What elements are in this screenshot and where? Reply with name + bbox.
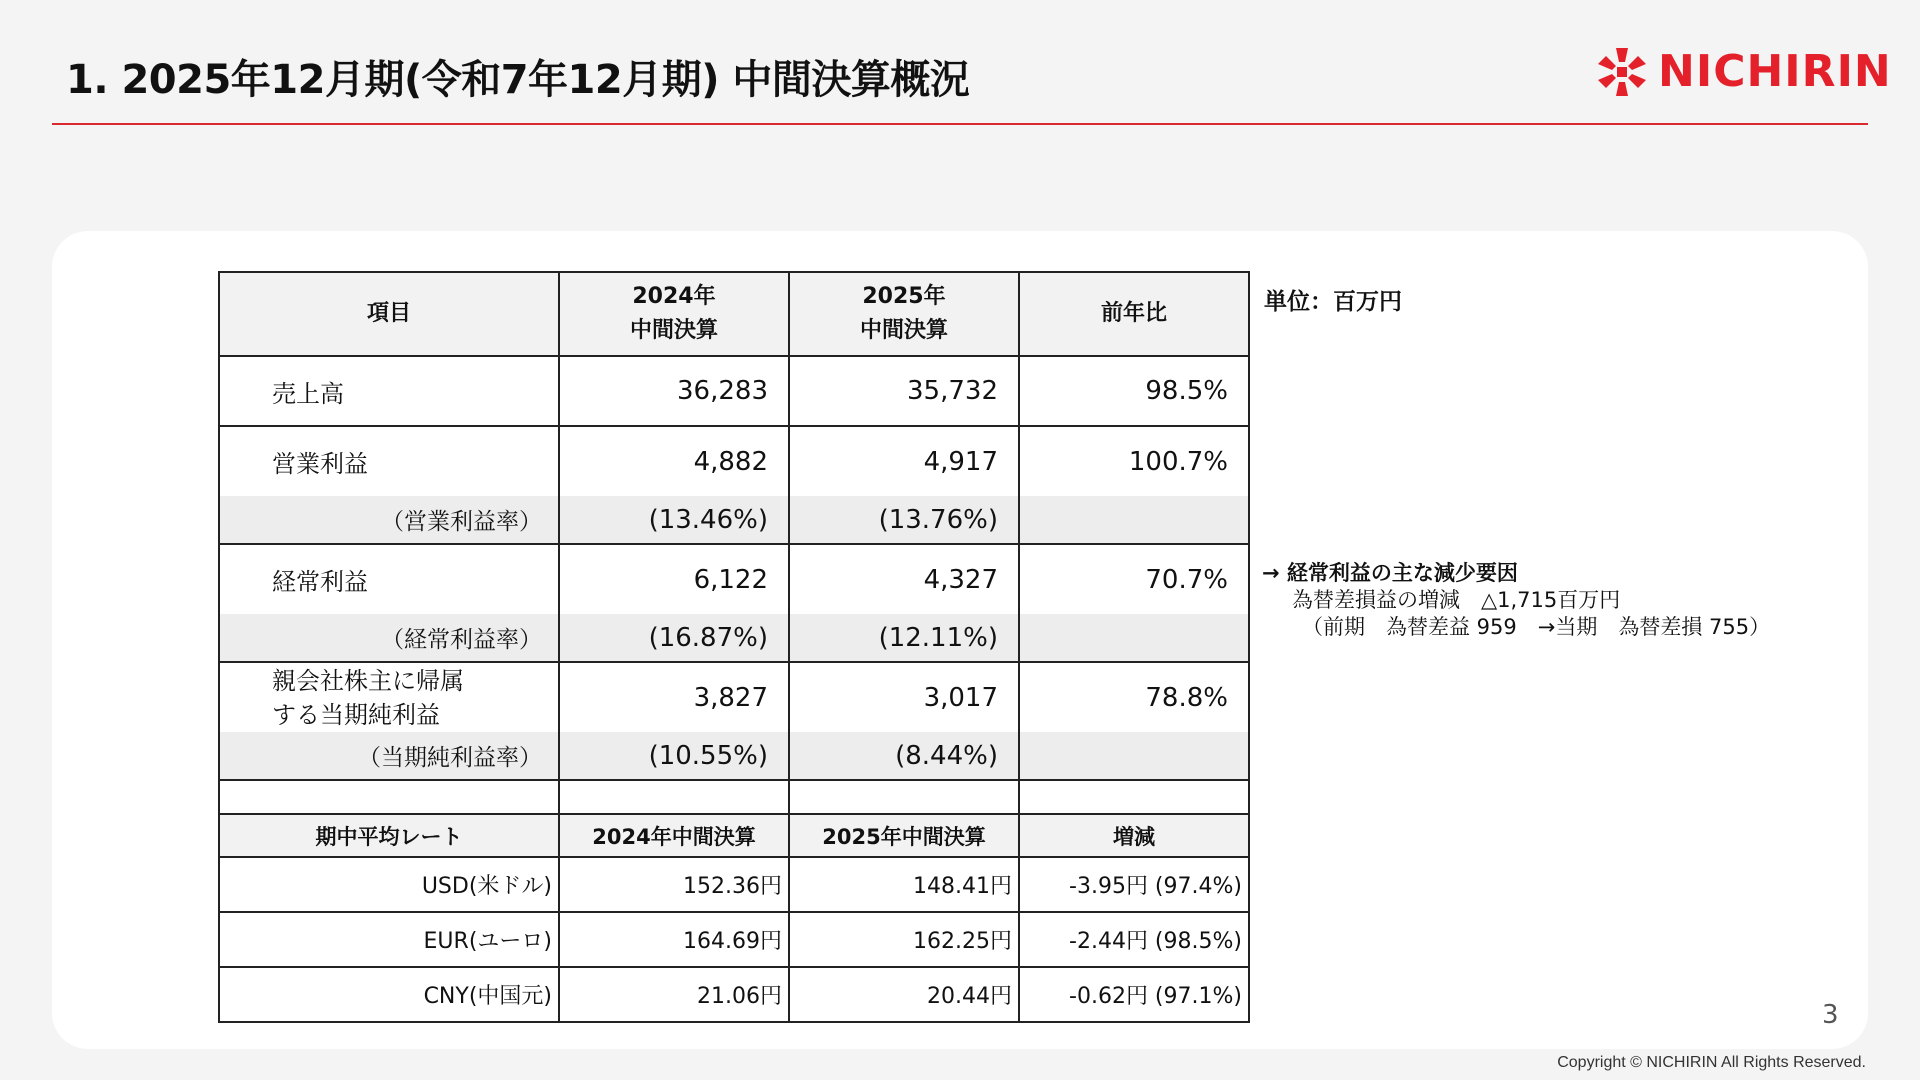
note-line: 為替差損益の増減 △1,715百万円 (1292, 588, 1621, 612)
ratio: 98.5% (1019, 356, 1249, 426)
value-2025: (13.76%) (789, 496, 1019, 544)
table-row (219, 732, 1249, 780)
ordinary-profit-note (1262, 560, 1770, 641)
table-row (219, 912, 1249, 967)
rate-2025: 148.41円 (789, 857, 1019, 912)
table-row (219, 496, 1249, 544)
ratio (1019, 496, 1249, 544)
currency-label: USD(米ドル) (219, 857, 559, 912)
table-row (219, 356, 1249, 426)
table-row (219, 662, 1249, 732)
header-2024: 2024年 中間決算 (559, 272, 789, 356)
exchange-rate-table (218, 813, 1250, 1023)
row-label: （当期純利益率） (219, 732, 559, 780)
rate-header-2024: 2024年中間決算 (559, 814, 789, 857)
ratio (1019, 732, 1249, 780)
value-2024: 3,827 (559, 662, 789, 732)
value-2024: 6,122 (559, 544, 789, 614)
row-label: 売上高 (219, 356, 559, 426)
currency-label: CNY(中国元) (219, 967, 559, 1022)
rate-2024: 164.69円 (559, 912, 789, 967)
rate-diff: -3.95円 (97.4%) (1019, 857, 1249, 912)
value-2025: 4,327 (789, 544, 1019, 614)
page-number: 3 (1822, 1000, 1839, 1030)
row-label: 営業利益 (219, 426, 559, 496)
note-line: （前期 為替差益 959 →当期 為替差損 755） (1302, 615, 1771, 639)
company-logo (1594, 44, 1892, 100)
table-row (219, 544, 1249, 614)
copyright: Copyright © NICHIRIN All Rights Reserved. (1557, 1054, 1866, 1071)
rate-diff: -2.44円 (98.5%) (1019, 912, 1249, 967)
value-2025: (12.11%) (789, 614, 1019, 662)
rate-2024: 152.36円 (559, 857, 789, 912)
rate-2024: 21.06円 (559, 967, 789, 1022)
header-ratio: 前年比 (1019, 272, 1249, 356)
rate-header-2025: 2025年中間決算 (789, 814, 1019, 857)
title-divider (52, 123, 1868, 125)
row-label: 親会社株主に帰属 する当期純利益 (219, 662, 559, 732)
value-2024: (10.55%) (559, 732, 789, 780)
rate-header-diff: 増減 (1019, 814, 1249, 857)
table-row (219, 614, 1249, 662)
value-2024: (13.46%) (559, 496, 789, 544)
value-2024: 36,283 (559, 356, 789, 426)
rate-diff: -0.62円 (97.1%) (1019, 967, 1249, 1022)
ratio: 78.8% (1019, 662, 1249, 732)
ratio: 70.7% (1019, 544, 1249, 614)
table-header-row (219, 272, 1249, 356)
rate-2025: 20.44円 (789, 967, 1019, 1022)
value-2025: 35,732 (789, 356, 1019, 426)
header-item: 項目 (219, 272, 559, 356)
table-row (219, 967, 1249, 1022)
nichirin-logo-icon (1594, 44, 1650, 100)
row-label: （営業利益率） (219, 496, 559, 544)
note-heading: → 経常利益の主な減少要因 (1262, 561, 1518, 585)
ratio: 100.7% (1019, 426, 1249, 496)
table-row (219, 426, 1249, 496)
unit-label: 単位：百万円 (1264, 289, 1402, 315)
logo-text: NICHIRIN (1658, 46, 1892, 97)
row-label: （経常利益率） (219, 614, 559, 662)
page-title: 1. 2025年12月期(令和7年12月期) 中間決算概況 (66, 57, 970, 103)
value-2024: 4,882 (559, 426, 789, 496)
ratio (1019, 614, 1249, 662)
rate-header-item: 期中平均レート (219, 814, 559, 857)
rate-header-row (219, 814, 1249, 857)
rate-2025: 162.25円 (789, 912, 1019, 967)
table-row (219, 857, 1249, 912)
value-2025: 4,917 (789, 426, 1019, 496)
value-2025: (8.44%) (789, 732, 1019, 780)
results-table (218, 271, 1250, 851)
value-2025: 3,017 (789, 662, 1019, 732)
row-label: 経常利益 (219, 544, 559, 614)
currency-label: EUR(ユーロ) (219, 912, 559, 967)
value-2024: (16.87%) (559, 614, 789, 662)
header-2025: 2025年 中間決算 (789, 272, 1019, 356)
